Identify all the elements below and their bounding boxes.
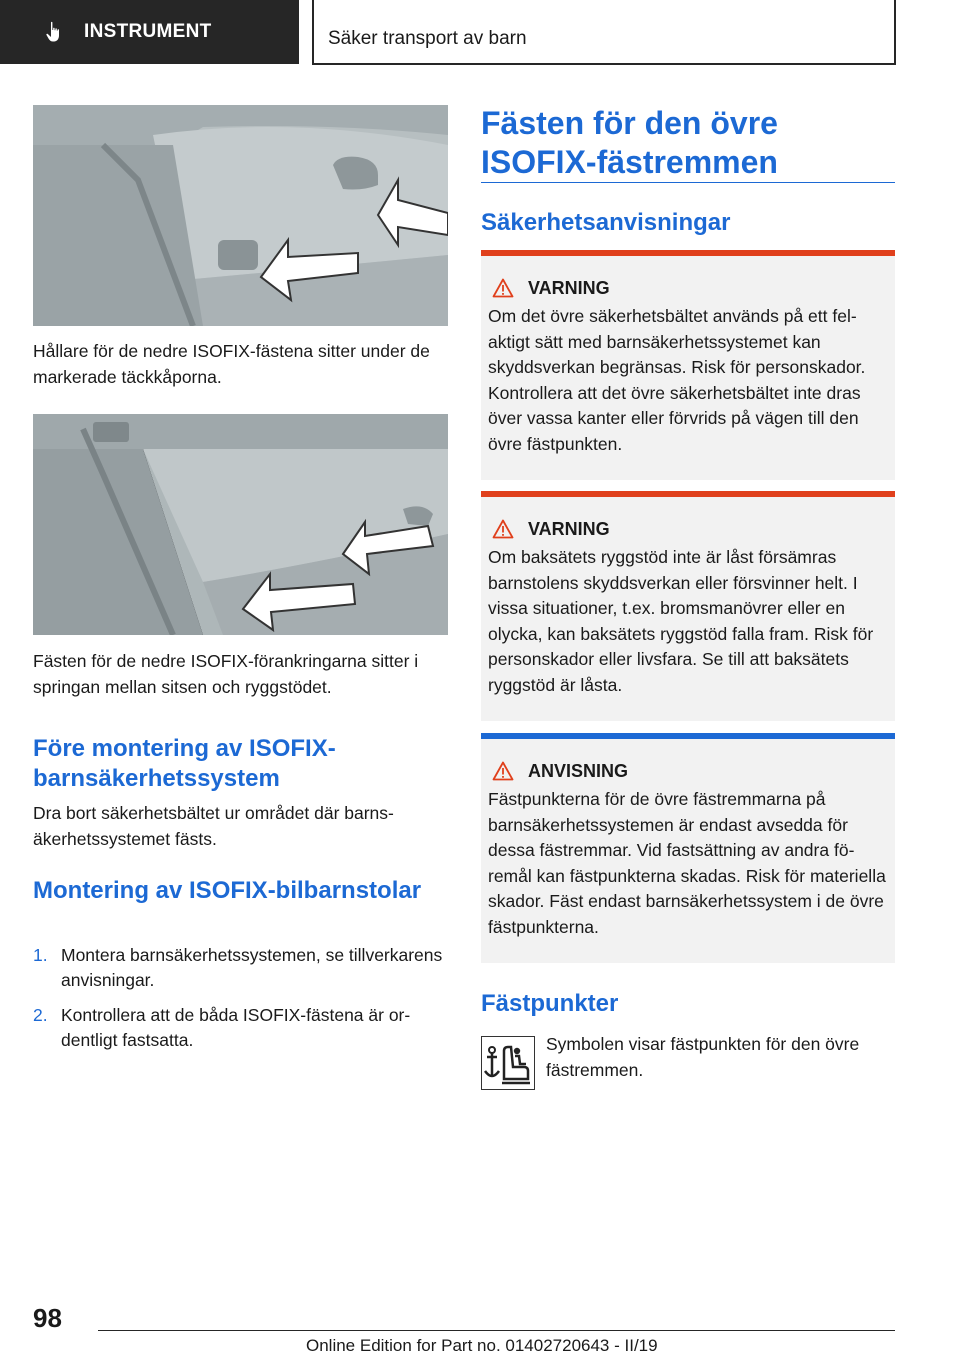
list-item: [33, 943, 448, 993]
photo-caption-2: Fästen för de nedre ISOFIX-förankringarna sitter i springan mellan sitsen och ryggstödet.: [33, 651, 419, 697]
notice-label: ANVISNING: [528, 760, 629, 781]
step-number: 2.: [33, 1005, 48, 1025]
pointing-hand-icon: [42, 20, 66, 44]
warning-title: [488, 276, 887, 300]
heading-anchor-points: Fästpunkter: [481, 990, 619, 1017]
step-text: Montera barnsäkerhetssystemen, se tillverkarens anvisningar.: [61, 945, 443, 990]
chapter-header: [312, 0, 896, 65]
warning-triangle-icon: [492, 278, 514, 298]
warning-label: VARNING: [528, 277, 610, 298]
paragraph-before-mounting: Dra bort säkerhetsbältet ur området där barnsäkerhetssystemet fästs.: [33, 803, 394, 849]
warning-box-1: [481, 250, 895, 480]
anchor-symbol-description: Symbolen visar fästpunkten för den övre fästremmen.: [546, 1034, 860, 1080]
seat-photo-anchors: [33, 414, 448, 635]
heading-before-mounting: Före montering av ISOFIX-barnsäkerhetssystem: [33, 735, 336, 792]
warning-text: Om baksätets ryggstöd inte är låst försämras barnstolens skyddsverkan eller försvinner helt. I vissa situationer, t.ex. bromsmanövrer eller en olycka, kan baksätets ryggstöd falla fram. Risk för personskador eller livsfara. Se till att baksätets ryggstöd är låsta.: [488, 547, 874, 695]
page-title: Fästen för den övre ISOFIX-fästremmen: [481, 105, 778, 180]
step-number: 1.: [33, 945, 48, 965]
warning-box-2: [481, 491, 895, 721]
step-text: Kontrollera att de båda ISOFIX-fästena är ordentligt fastsatta.: [61, 1005, 411, 1050]
section-title: INSTRUMENT: [84, 21, 212, 42]
seat-photo-cover-caps: [33, 105, 448, 326]
warning-label: VARNING: [528, 518, 610, 539]
notice-box: [481, 733, 895, 963]
footer-divider: [98, 1330, 895, 1331]
notice-title: [488, 759, 887, 783]
child-seat-anchor-icon: [481, 1036, 535, 1090]
heading-safety: Säkerhetsanvisningar: [481, 209, 731, 236]
warning-triangle-icon: [492, 519, 514, 539]
title-divider: [481, 182, 895, 183]
page-number: 98: [33, 1303, 62, 1333]
section-tab: [0, 0, 299, 64]
notice-text: Fästpunkterna för de övre fästremmarna på barnsäkerhetssystemen är endast avsedda för dessa fästremmar. Vid fastsättning av andra föremål kan fästpunkterna skadas. Risk för materiella skador. Fäst endast barnsäkerhetssystem i de övre fästpunkterna.: [488, 789, 886, 937]
chapter-title: Säker transport av barn: [328, 28, 527, 49]
list-item: [33, 1003, 448, 1053]
warning-triangle-icon: [492, 761, 514, 781]
warning-title: [488, 517, 887, 541]
heading-mounting: Montering av ISOFIX-bilbarnstolar: [33, 877, 422, 904]
mounting-steps-list: [33, 943, 448, 1063]
footer-edition: Online Edition for Part no. 01402720643 - II/19: [306, 1336, 658, 1355]
photo-caption-1: Hållare för de nedre ISOFIX-fästena sitter under de markerade täckkåporna.: [33, 341, 430, 387]
warning-text: Om det övre säkerhetsbältet används på ett felaktigt sätt med barnsäkerhetssystemet kan skyddsverkan begränsas. Risk för personskador. Kontrollera att det övre säkerhetsbältet inte dras över vassa kanter eller förvrids på vägen till den övre fästpunkten.: [488, 306, 866, 454]
